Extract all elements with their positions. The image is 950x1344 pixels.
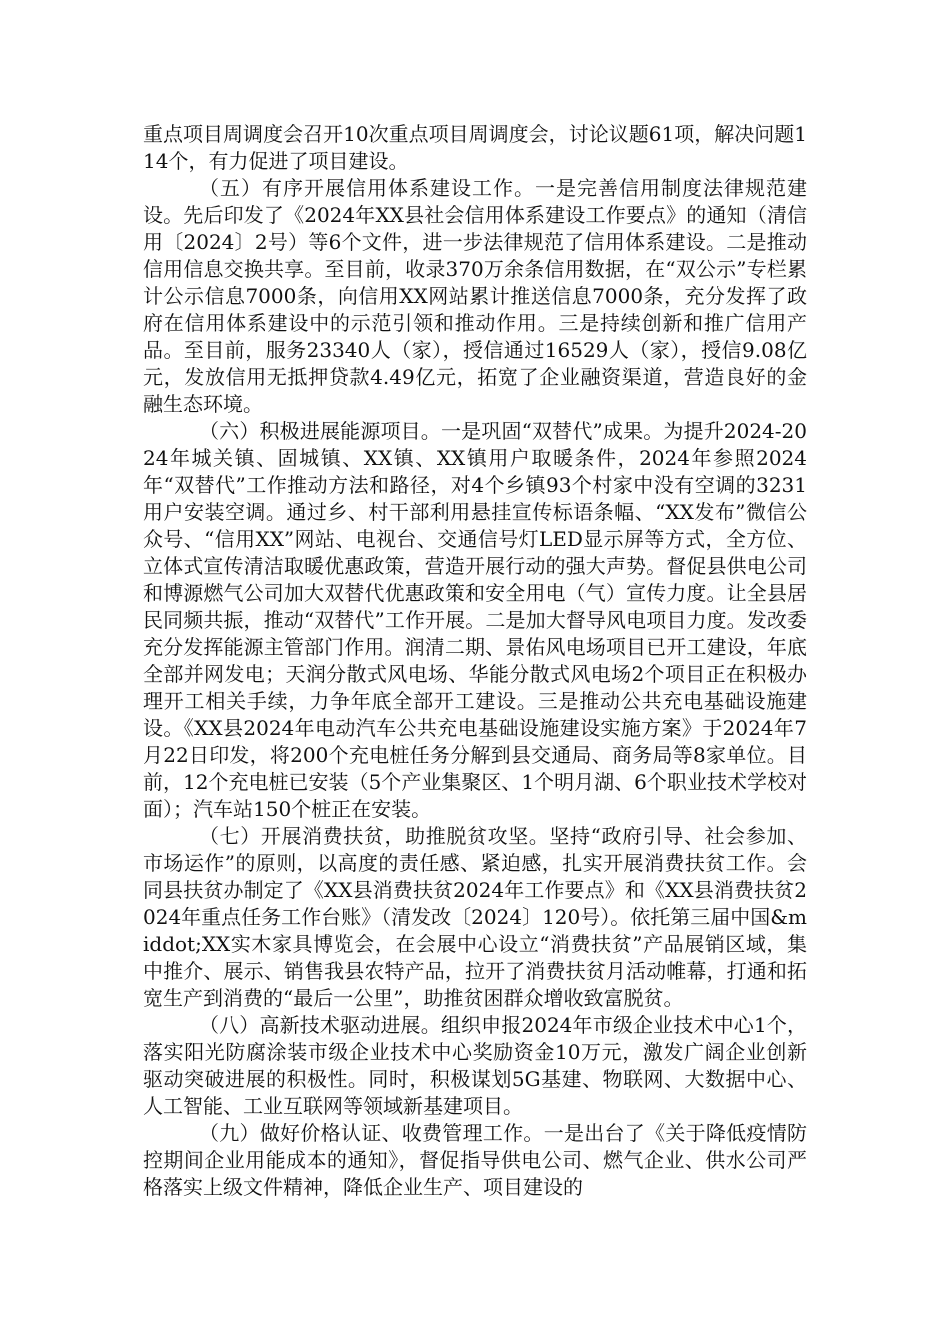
document-body [143, 121, 807, 1201]
paragraph-price-management: （九）做好价格认证、收费管理工作。一是出台了《关于降低疫情防控期间企业用能成本的通知》，督促指导供电公司、燃气企业、供水公司严格落实上级文件精神，降低企业生产、项目建设的 [143, 1121, 807, 1199]
paragraph-continuation: 重点项目周调度会召开10次重点项目周调度会，讨论议题61项，解决问题114个，有力促进了项目建设。 [143, 122, 807, 173]
paragraph-consumption-poverty: （七）开展消费扶贫，助推脱贫攻坚。坚持“政府引导、社会参加、市场运作”的原则，以高度的责任感、紧迫感，扎实开展消费扶贫工作。会同县扶贫办制定了《XX县消费扶贫2024年工作要点》和《XX县消费扶贫2024年重点任务工作台账》（清发改〔2024〕120号）。依托第三届中国&middot;XX实木家具博览会，在会展中心设立“消费扶贫”产品展销区域，集中推介、展示、销售我县农特产品，拉开了消费扶贫月活动帷幕，打通和拓宽生产到消费的“最后一公里”，助推贫困群众增收致富脱贫。 [143, 824, 808, 1010]
paragraph-energy-projects: （六）积极进展能源项目。一是巩固“双替代”成果。为提升2024-2024年城关镇、固城镇、XX镇、XX镇用户取暖条件，2024年参照2024年“双替代”工作推动方法和路径，对4个乡镇93个村家中没有空调的3231用户安装空调。通过乡、村干部利用悬挂宣传标语条幅、“XX发布”微信公众号、“信用XX”网站、电视台、交通信号灯LED显示屏等方式，全方位、立体式宣传清洁取暖优惠政策，营造开展行动的强大声势。督促县供电公司和博源燃气公司加大双替代优惠政策和安全用电（气）宣传力度。让全县居民同频共振，推动“双替代”工作开展。二是加大督导风电项目力度。发改委充分发挥能源主管部门作用。润清二期、景佑风电场项目已开工建设，年底全部并网发电；天润分散式风电场、华能分散式风电场2个项目正在积极办理开工相关手续，力争年底全部开工建设。三是推动公共充电基础设施建设。《XX县2024年电动汽车公共充电基础设施建设实施方案》于2024年7月22日印发，将200个充电桩任务分解到县交通局、商务局等8家单位。目前，12个充电桩已安装（5个产业集聚区、1个明月湖、6个职业技术学校对面）；汽车站150个桩正在安装。 [143, 419, 807, 821]
paragraph-high-tech: （八）高新技术驱动进展。组织申报2024年市级企业技术中心1个，落实阳光防腐涂装市级企业技术中心奖励资金10万元，激发广阔企业创新驱动突破进展的积极性。同时，积极谋划5G基建、物联网、大数据中心、人工智能、工业互联网等领域新基建项目。 [143, 1013, 807, 1118]
paragraph-credit-system: （五）有序开展信用体系建设工作。一是完善信用制度法律规范建设。先后印发了《2024年XX县社会信用体系建设工作要点》的通知（清信用〔2024〕2号）等6个文件，进一步法律规范了信用体系建设。二是推动信用信息交换共享。至目前，收录370万余条信用数据，在“双公示”专栏累计公示信息7000条，向信用XX网站累计推送信息7000条，充分发挥了政府在信用体系建设中的示范引领和推动作用。三是持续创新和推广信用产品。至目前，服务23340人（家），授信通过16529人（家），授信9.08亿元，发放信用无抵押贷款4.49亿元，拓宽了企业融资渠道，营造良好的金融生态环境。 [143, 176, 807, 416]
